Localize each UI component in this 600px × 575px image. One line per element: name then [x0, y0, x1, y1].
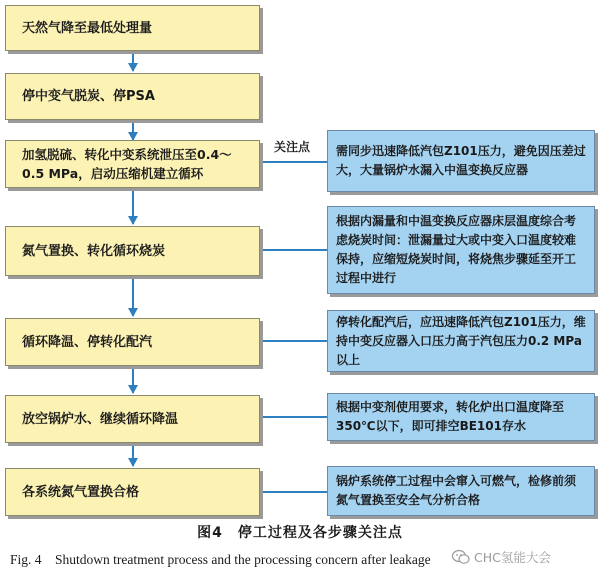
step-1: 天然气降至最低处理量 [5, 5, 260, 51]
step-2: 停中变气脱炭、停PSA [5, 73, 260, 120]
step-3: 加氢脱硫、转化中变系统泄压至0.4～0.5 MPa，启动压缩机建立循环 [5, 140, 260, 188]
step-7: 各系统氮气置换合格 [5, 468, 260, 516]
focus-label: 关注点 [274, 140, 311, 154]
note-3: 停转化配汽后，应迅速降低汽包Z101压力，维持中变反应器入口压力高于汽包压力0.2 MPa以上 [327, 310, 595, 372]
watermark-text: CHC氢能大会 [474, 550, 551, 565]
note-1: 需同步迅速降低汽包Z101压力，避免因压差过大，大量锅炉水漏入中温变换反应器 [327, 130, 595, 192]
wechat-icon [452, 549, 470, 565]
figure-caption-chinese: 图4 停工过程及各步骤关注点 [197, 525, 403, 541]
step-4: 氮气置换、转化循环烧炭 [5, 226, 260, 276]
note-5: 锅炉系统停工过程中会窜入可燃气，检修前须氮气置换至安全气分析合格 [327, 466, 595, 516]
step-5: 循环降温、停转化配汽 [5, 318, 260, 366]
step-6: 放空锅炉水、继续循环降温 [5, 395, 260, 443]
watermark [452, 548, 551, 566]
note-2: 根据内漏量和中温变换反应器床层温度综合考虑烧炭时间：泄漏量过大或中变入口温度较难保持，应缩短烧炭时间，将烧焦步骤延至开工过程中进行 [327, 206, 595, 294]
note-4: 根据中变剂使用要求，转化炉出口温度降至350℃以下，即可排空BE101存水 [327, 393, 595, 441]
figure-caption-english: Fig. 4 Shutdown treatment process and the processing concern after leakage [10, 552, 431, 567]
